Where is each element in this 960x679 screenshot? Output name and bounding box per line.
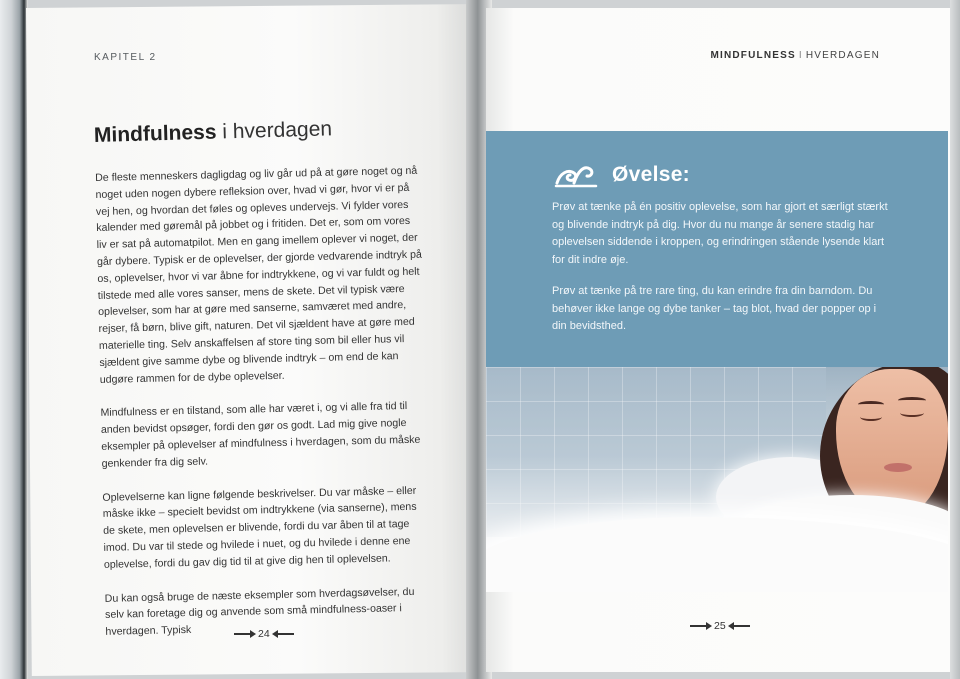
paragraph: Du kan også bruge de næste eksempler som hverdagsøvelser, du selv kan foretage dig og anvende som små mindfulness-oaser i hverdagen. Typisk (104, 585, 415, 639)
page-number-text: 25 (714, 620, 726, 632)
paragraph: Oplevelserne kan ligne følgende beskrivelser. Du var måske – eller måske ikke – specielt bevidst om indtrykkene (via sanserne), mens de skete, men oplevelsen er blivende, fordi du var åben til at tage imod. Du var til stede og hvilede i nuet, og du hvilede i denne ene oplevelse, fordi du gav dig tid til at give dig hen til oplevelsen. (102, 484, 417, 571)
page-number-text: 24 (258, 628, 270, 640)
exercise-paragraph: Prøv at tænke på tre rare ting, du kan erindre fra din barndom. Du behøver ikke lange og dybe tanker – tag blot, hvad der popper op i din bevidsthed. (552, 285, 877, 332)
eyebrow (858, 401, 884, 408)
eyebrow (898, 397, 926, 404)
running-head-rest: HVERDAGEN (805, 50, 880, 61)
running-head-bold: MINDFULNESS (710, 50, 796, 61)
closed-eye (860, 413, 882, 421)
closed-eye (900, 409, 924, 417)
paragraph: Mindfulness er en tilstand, som alle har været i, og vi alle fra tid til anden bevidst opsøger, fordi den gør os godt. Lad mig give nogle eksempler på oplevelser af mindfulness i hverdagen, som du måske genkender fra dig selv. (100, 400, 421, 470)
chapter-title-rest: i hverdagen (221, 117, 333, 144)
exercise-box (486, 131, 948, 367)
page-number-left (234, 628, 294, 640)
paragraph: De fleste menneskers dagligdag og liv går ud på at gøre noget og nå noget uden nogen dybere refleksion over, hvad vi gør, hvor vi er på vej hen, og hvordan det føles og opleves undervejs. Vi fylder vores kalender med gøremål på jobbet og i fritiden. Det er, som om vores liv er sat på automatpilot. Men en gang imellem oplever vi noget, der går dybere. Typisk er de oplevelser, der gjorde vedvarende indtryk på os, oplevelser, hvor vi var åbne for indtrykkene, og vi var fuldt og helt tilstede med alle vores sanser, mens de skete. Det vil typisk være oplevelser, som har at gøre med sanserne, samværet med andre, rejser, få børn, blive gift, naturen. Det vil sjældent have at gøre med materielle ting. Selv anskaffelsen af store ting som bil eller hus vil sjældent give samme dybe og blivende indtryk – om end de kan udgøre rammen for de dybe oplevelser. (95, 164, 423, 386)
book-edge-right (950, 0, 960, 679)
chapter-title-bold: Mindfulness (93, 120, 217, 147)
arrow-left-icon (730, 625, 750, 627)
exercise-paragraph: Prøv at tænke på én positiv oplevelse, som har gjort et særligt stærkt og blivende indtryk på dig. Hvor du nu mange år senere stadig har oplevelsen siddende i kroppen, og erindringen stående lysende klart for dit indre øje. (552, 201, 888, 266)
body-text (95, 163, 432, 641)
running-head-separator: I (798, 50, 803, 61)
bath-foam (486, 517, 948, 592)
page-number-right (690, 620, 750, 632)
relaxing-woman-photo (486, 367, 948, 592)
running-head-right (710, 50, 880, 61)
book-edge-left (0, 0, 28, 679)
exercise-header (554, 161, 690, 189)
arrow-left-icon (274, 633, 294, 635)
arrow-right-icon (234, 633, 254, 635)
arrow-right-icon (690, 625, 710, 627)
exercise-title: Øvelse: (612, 163, 690, 186)
wave-icon (554, 161, 598, 189)
exercise-text (552, 199, 892, 350)
running-head-left: KAPITEL 2 (94, 52, 157, 63)
lips (884, 463, 912, 472)
